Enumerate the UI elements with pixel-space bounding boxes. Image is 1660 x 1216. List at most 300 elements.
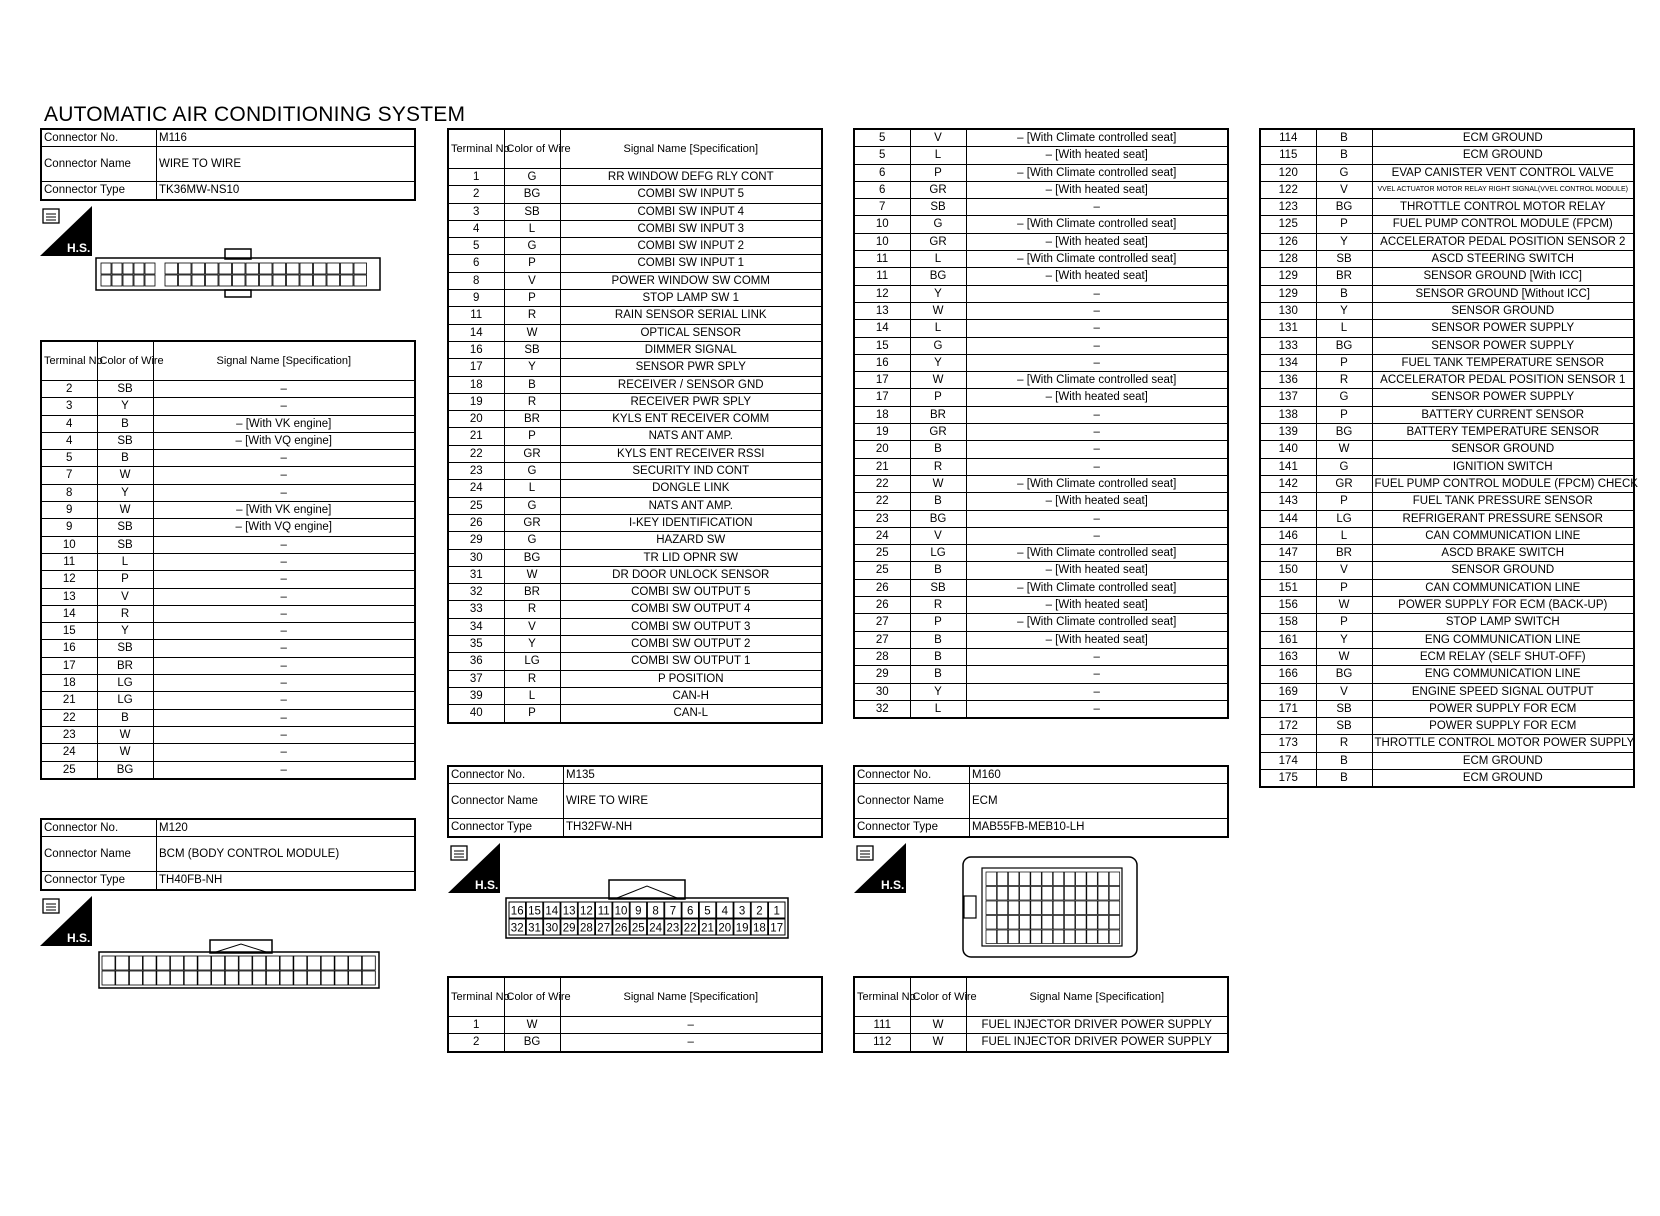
signal-name-cell: – <box>966 510 1228 527</box>
pin-number: 1 <box>773 905 780 918</box>
signal-name-header: Signal Name [Specification] <box>560 129 822 169</box>
wire-color-cell: P <box>910 389 966 406</box>
table-row <box>448 411 822 428</box>
signal-name-cell: – <box>153 450 415 467</box>
table-row <box>854 666 1228 683</box>
connector-info-m120 <box>40 818 416 891</box>
terminal-no-cell: 31 <box>448 566 504 583</box>
signal-name-cell: – [With VQ engine] <box>153 432 415 449</box>
terminal-no-cell: 27 <box>854 614 910 631</box>
terminal-no-cell: 16 <box>854 354 910 371</box>
terminal-no-cell: 25 <box>448 497 504 514</box>
signal-name-cell: COMBI SW INPUT 5 <box>560 186 822 203</box>
terminal-no-cell: 140 <box>1260 441 1316 458</box>
pin-number: 20 <box>718 922 732 935</box>
pin-number: 5 <box>704 905 711 918</box>
wire-color-cell: R <box>1316 372 1372 389</box>
table-row <box>1260 545 1634 562</box>
terminal-no-cell: 25 <box>41 761 97 779</box>
terminal-no-cell: 130 <box>1260 302 1316 319</box>
pin-number: 6 <box>686 905 694 918</box>
connector-name-value: ECM <box>970 784 1229 819</box>
terminal-no-cell: 2 <box>448 186 504 203</box>
wire-color-cell: L <box>504 687 560 704</box>
signal-name-cell: – [With Climate controlled seat] <box>966 579 1228 596</box>
table-row <box>1260 475 1634 492</box>
signal-name-cell: – [With Climate controlled seat] <box>966 372 1228 389</box>
signal-name-cell: P POSITION <box>560 670 822 687</box>
table-row <box>854 320 1228 337</box>
terminal-no-cell: 10 <box>41 536 97 553</box>
terminal-no-cell: 11 <box>41 553 97 570</box>
terminal-no-cell: 17 <box>448 359 504 376</box>
table-row <box>854 216 1228 233</box>
table-row <box>1260 406 1634 423</box>
signal-name-cell: COMBI SW OUTPUT 5 <box>560 584 822 601</box>
pin-number: 19 <box>735 922 749 935</box>
wire-color-cell: SB <box>97 519 153 536</box>
signal-name-cell: SENSOR PWR SPLY <box>560 359 822 376</box>
pin-number: 10 <box>614 905 628 918</box>
table-row <box>448 393 822 410</box>
terminal-no-cell: 18 <box>854 406 910 423</box>
table-row <box>448 220 822 237</box>
signal-name-cell: – <box>153 398 415 415</box>
table-row <box>1260 302 1634 319</box>
table-row <box>1260 268 1634 285</box>
connector-name-label: Connector Name <box>41 837 157 872</box>
signal-name-cell: – [With heated seat] <box>966 493 1228 510</box>
terminal-no-cell: 139 <box>1260 424 1316 441</box>
signal-name-cell: – <box>153 761 415 779</box>
signal-name-cell: – [With heated seat] <box>966 233 1228 250</box>
table-row <box>448 514 822 531</box>
pin-number: 29 <box>562 922 576 935</box>
terminal-no-cell: 22 <box>854 493 910 510</box>
signal-name-cell: ENG COMMUNICATION LINE <box>1372 631 1634 648</box>
wire-color-cell: R <box>97 605 153 622</box>
terminal-no-cell: 10 <box>854 233 910 250</box>
table-row <box>41 398 415 415</box>
pin-number: 8 <box>652 905 659 918</box>
signal-name-cell: DONGLE LINK <box>560 480 822 497</box>
pin-number: 2 <box>756 905 763 918</box>
wire-color-cell: Y <box>910 354 966 371</box>
terminal-no-cell: 22 <box>41 709 97 726</box>
table-row <box>1260 389 1634 406</box>
signal-name-cell: – [With VK engine] <box>153 415 415 432</box>
terminal-no-cell: 15 <box>854 337 910 354</box>
wire-color-cell: G <box>504 169 560 186</box>
signal-name-cell: COMBI SW OUTPUT 4 <box>560 601 822 618</box>
terminal-no-cell: 12 <box>41 571 97 588</box>
terminal-no-cell: 23 <box>41 726 97 743</box>
signal-name-cell: OPTICAL SENSOR <box>560 324 822 341</box>
table-row <box>1260 337 1634 354</box>
signal-name-cell: – <box>153 657 415 674</box>
terminal-no-cell: 150 <box>1260 562 1316 579</box>
terminal-no-cell: 1 <box>448 169 504 186</box>
table-row <box>854 337 1228 354</box>
wire-color-cell: SB <box>97 432 153 449</box>
table-row <box>1260 285 1634 302</box>
table-row <box>1260 510 1634 527</box>
table-row <box>854 597 1228 614</box>
page-title: AUTOMATIC AIR CONDITIONING SYSTEM <box>44 103 466 126</box>
terminal-no-cell: 2 <box>41 381 97 398</box>
terminal-no-cell: 125 <box>1260 216 1316 233</box>
terminal-no-cell: 21 <box>448 428 504 445</box>
wire-color-cell: B <box>910 631 966 648</box>
table-row <box>854 579 1228 596</box>
wire-color-cell: V <box>910 527 966 544</box>
terminal-no-cell: 20 <box>448 411 504 428</box>
wire-color-cell: P <box>504 428 560 445</box>
terminal-no-cell: 5 <box>41 450 97 467</box>
signal-name-cell: POWER SUPPLY FOR ECM (BACK-UP) <box>1372 597 1634 614</box>
terminal-no-cell: 29 <box>448 532 504 549</box>
terminal-no-cell: 11 <box>854 268 910 285</box>
table-row <box>41 484 415 501</box>
wire-color-cell: W <box>910 302 966 319</box>
harness-side-icon <box>854 843 906 893</box>
svg-text:H.S.: H.S. <box>475 878 499 892</box>
table-row <box>41 640 415 657</box>
signal-name-cell: – <box>153 467 415 484</box>
wire-color-cell: G <box>504 532 560 549</box>
connector-no-value: M120 <box>157 819 416 837</box>
wire-color-cell: SB <box>910 579 966 596</box>
signal-name-cell: – <box>966 458 1228 475</box>
signal-name-cell: – <box>966 302 1228 319</box>
signal-name-cell: SENSOR GROUND <box>1372 562 1634 579</box>
terminal-no-cell: 8 <box>448 272 504 289</box>
signal-name-cell: – [With heated seat] <box>966 562 1228 579</box>
table-row <box>1260 181 1634 198</box>
table-row <box>1260 752 1634 769</box>
terminal-no-cell: 24 <box>41 744 97 761</box>
wire-color-cell: G <box>1316 458 1372 475</box>
table-row <box>1260 614 1634 631</box>
wire-color-cell: Y <box>97 484 153 501</box>
signal-name-cell: – <box>966 406 1228 423</box>
signal-name-cell: EVAP CANISTER VENT CONTROL VALVE <box>1372 164 1634 181</box>
wire-color-cell: SB <box>504 341 560 358</box>
table-row <box>448 532 822 549</box>
table-row <box>854 648 1228 665</box>
signal-name-cell: COMBI SW INPUT 1 <box>560 255 822 272</box>
wire-color-cell: BR <box>1316 545 1372 562</box>
wire-color-cell: W <box>910 1017 966 1034</box>
connector-type-value: TK36MW-NS10 <box>157 182 416 200</box>
wire-color-cell: V <box>504 272 560 289</box>
table-row <box>1260 597 1634 614</box>
connector-m116-diagram <box>95 248 381 298</box>
table-row <box>854 614 1228 631</box>
terminal-no-cell: 166 <box>1260 666 1316 683</box>
table-row <box>854 424 1228 441</box>
terminal-no-cell: 9 <box>448 290 504 307</box>
signal-name-cell: – <box>153 692 415 709</box>
signal-name-cell: ECM GROUND <box>1372 769 1634 787</box>
signal-name-cell: RECEIVER / SENSOR GND <box>560 376 822 393</box>
terminal-table-m116 <box>40 340 416 780</box>
signal-name-cell: – [With Climate controlled seat] <box>966 251 1228 268</box>
terminal-no-cell: 122 <box>1260 181 1316 198</box>
wire-color-cell: BG <box>910 268 966 285</box>
terminal-no-cell: 14 <box>41 605 97 622</box>
terminal-no-cell: 5 <box>448 238 504 255</box>
signal-name-cell: – <box>153 571 415 588</box>
terminal-no-cell: 19 <box>448 393 504 410</box>
terminal-no-cell: 29 <box>854 666 910 683</box>
table-row <box>41 588 415 605</box>
table-row <box>854 458 1228 475</box>
wire-color-cell: BG <box>1316 424 1372 441</box>
terminal-no-cell: 143 <box>1260 493 1316 510</box>
wire-color-cell: BG <box>97 761 153 779</box>
signal-name-cell: POWER SUPPLY FOR ECM <box>1372 700 1634 717</box>
signal-name-cell: CAN COMMUNICATION LINE <box>1372 579 1634 596</box>
terminal-no-cell: 21 <box>854 458 910 475</box>
terminal-no-cell: 17 <box>854 389 910 406</box>
wire-color-cell: SB <box>1316 251 1372 268</box>
table-row <box>41 744 415 761</box>
terminal-no-cell: 120 <box>1260 164 1316 181</box>
connector-info-m116 <box>40 128 416 201</box>
table-row <box>1260 251 1634 268</box>
wire-color-cell: W <box>910 475 966 492</box>
signal-name-cell: FUEL PUMP CONTROL MODULE (FPCM) <box>1372 216 1634 233</box>
wire-color-cell: BG <box>504 186 560 203</box>
pin-number: 13 <box>562 905 576 918</box>
signal-name-cell: – [With heated seat] <box>966 268 1228 285</box>
signal-name-cell: – <box>153 588 415 605</box>
table-row <box>854 302 1228 319</box>
table-row <box>854 285 1228 302</box>
wire-color-cell: B <box>1316 769 1372 787</box>
signal-name-cell: ENGINE SPEED SIGNAL OUTPUT <box>1372 683 1634 700</box>
wire-color-cell: R <box>504 307 560 324</box>
signal-name-cell: – [With Climate controlled seat] <box>966 129 1228 147</box>
table-row <box>448 549 822 566</box>
terminal-no-cell: 13 <box>854 302 910 319</box>
signal-name-cell: DIMMER SIGNAL <box>560 341 822 358</box>
wire-color-cell: P <box>504 705 560 723</box>
terminal-no-cell: 25 <box>854 562 910 579</box>
svg-text:H.S.: H.S. <box>67 241 91 255</box>
connector-name-label: Connector Name <box>854 784 970 819</box>
wire-color-cell: GR <box>504 445 560 462</box>
table-row <box>1260 372 1634 389</box>
wire-color-cell: L <box>97 553 153 570</box>
table-row <box>1260 216 1634 233</box>
signal-name-cell: – [With Climate controlled seat] <box>966 475 1228 492</box>
signal-name-cell: – [With heated seat] <box>966 389 1228 406</box>
wire-color-cell: P <box>1316 354 1372 371</box>
signal-name-cell: – [With Climate controlled seat] <box>966 164 1228 181</box>
table-row <box>448 670 822 687</box>
terminal-no-cell: 15 <box>41 623 97 640</box>
wire-color-cell: L <box>910 700 966 718</box>
wire-color-cell: R <box>910 458 966 475</box>
table-row <box>1260 320 1634 337</box>
table-row <box>448 445 822 462</box>
terminal-no-cell: 128 <box>1260 251 1316 268</box>
table-row <box>448 307 822 324</box>
connector-no-value: M160 <box>970 766 1229 784</box>
wire-color-cell: SB <box>1316 700 1372 717</box>
wire-color-cell: G <box>910 216 966 233</box>
table-row <box>854 631 1228 648</box>
wire-color-cell: L <box>1316 320 1372 337</box>
wire-color-cell: GR <box>504 514 560 531</box>
terminal-no-cell: 4 <box>41 432 97 449</box>
wire-color-cell: G <box>504 238 560 255</box>
wire-color-cell: G <box>504 497 560 514</box>
wire-color-cell: W <box>97 726 153 743</box>
table-row <box>41 623 415 640</box>
signal-name-cell: ECM GROUND <box>1372 129 1634 147</box>
signal-name-cell: THROTTLE CONTROL MOTOR RELAY <box>1372 199 1634 216</box>
signal-name-cell: SENSOR POWER SUPPLY <box>1372 320 1634 337</box>
table-row <box>41 450 415 467</box>
terminal-no-header: Terminal No. <box>854 977 910 1017</box>
signal-name-cell: – <box>966 648 1228 665</box>
wire-color-cell: BR <box>910 406 966 423</box>
wire-color-cell: V <box>97 588 153 605</box>
connector-type-value: MAB55FB-MEB10-LH <box>970 819 1229 837</box>
wire-color-cell: W <box>910 1034 966 1052</box>
pin-number: 28 <box>580 922 593 935</box>
signal-name-cell: FUEL INJECTOR DRIVER POWER SUPPLY <box>966 1017 1228 1034</box>
table-row <box>41 726 415 743</box>
terminal-no-cell: 22 <box>448 445 504 462</box>
wire-color-cell: Y <box>1316 233 1372 250</box>
terminal-no-cell: 35 <box>448 636 504 653</box>
pin-number: 24 <box>649 922 662 935</box>
svg-text:H.S.: H.S. <box>881 878 905 892</box>
signal-name-cell: COMBI SW OUTPUT 1 <box>560 653 822 670</box>
wire-color-cell: R <box>910 597 966 614</box>
signal-name-cell: IGNITION SWITCH <box>1372 458 1634 475</box>
signal-name-cell: NATS ANT AMP. <box>560 428 822 445</box>
terminal-no-cell: 169 <box>1260 683 1316 700</box>
signal-name-cell: FUEL PUMP CONTROL MODULE (FPCM) CHECK <box>1372 475 1634 492</box>
wire-color-cell: BG <box>910 510 966 527</box>
wire-color-cell: P <box>1316 493 1372 510</box>
wire-color-cell: P <box>1316 216 1372 233</box>
connector-name-value: WIRE TO WIRE <box>157 147 416 182</box>
table-row <box>41 761 415 779</box>
table-row <box>41 415 415 432</box>
signal-name-cell: BATTERY CURRENT SENSOR <box>1372 406 1634 423</box>
table-row <box>854 147 1228 164</box>
pin-number: 15 <box>528 905 541 918</box>
table-row <box>41 675 415 692</box>
table-row <box>448 1017 822 1034</box>
terminal-no-cell: 138 <box>1260 406 1316 423</box>
wire-color-cell: Y <box>910 285 966 302</box>
signal-name-cell: NATS ANT AMP. <box>560 497 822 514</box>
wire-color-cell: B <box>97 709 153 726</box>
terminal-no-cell: 174 <box>1260 752 1316 769</box>
terminal-no-cell: 131 <box>1260 320 1316 337</box>
table-row <box>1260 683 1634 700</box>
connector-name-label: Connector Name <box>41 147 157 182</box>
wire-color-cell: BG <box>504 1034 560 1052</box>
pin-number: 9 <box>635 905 642 918</box>
terminal-no-cell: 36 <box>448 653 504 670</box>
harness-side-icon <box>40 206 92 256</box>
table-row <box>448 653 822 670</box>
table-row <box>448 255 822 272</box>
signal-name-cell: – [With heated seat] <box>966 147 1228 164</box>
table-row <box>854 510 1228 527</box>
wire-color-cell: W <box>910 372 966 389</box>
signal-name-cell: SENSOR GROUND <box>1372 302 1634 319</box>
terminal-no-cell: 20 <box>854 441 910 458</box>
table-row <box>1260 666 1634 683</box>
table-row <box>1260 493 1634 510</box>
wire-color-cell: Y <box>1316 631 1372 648</box>
terminal-no-cell: 17 <box>41 657 97 674</box>
signal-name-cell: ASCD BRAKE SWITCH <box>1372 545 1634 562</box>
signal-name-cell: – <box>966 683 1228 700</box>
wire-color-cell: B <box>910 648 966 665</box>
color-of-wire-header: Color of Wire <box>504 129 560 169</box>
wire-color-cell: G <box>504 463 560 480</box>
terminal-no-cell: 12 <box>854 285 910 302</box>
wire-color-cell: V <box>1316 562 1372 579</box>
color-of-wire-header: Color of Wire <box>97 341 153 381</box>
wire-color-cell: L <box>504 480 560 497</box>
terminal-no-cell: 34 <box>448 618 504 635</box>
terminal-no-cell: 151 <box>1260 579 1316 596</box>
signal-name-cell: FUEL INJECTOR DRIVER POWER SUPPLY <box>966 1034 1228 1052</box>
signal-name-cell: – <box>153 381 415 398</box>
signal-name-cell: – <box>966 320 1228 337</box>
wire-color-cell: BG <box>1316 199 1372 216</box>
terminal-table-m160-b <box>1259 128 1638 788</box>
table-row <box>854 389 1228 406</box>
terminal-no-cell: 129 <box>1260 285 1316 302</box>
table-row <box>1260 700 1634 717</box>
signal-name-cell: COMBI SW INPUT 4 <box>560 203 822 220</box>
table-row <box>41 709 415 726</box>
pin-number: 14 <box>545 905 559 918</box>
wire-color-cell: W <box>1316 441 1372 458</box>
signal-name-cell: ENG COMMUNICATION LINE <box>1372 666 1634 683</box>
pin-number: 32 <box>510 922 524 935</box>
table-row <box>854 527 1228 544</box>
table-row <box>448 497 822 514</box>
wire-color-cell: B <box>1316 147 1372 164</box>
terminal-no-cell: 5 <box>854 129 910 147</box>
table-row <box>854 1034 1228 1052</box>
table-row <box>448 601 822 618</box>
terminal-no-cell: 39 <box>448 687 504 704</box>
terminal-no-cell: 156 <box>1260 597 1316 614</box>
terminal-no-cell: 114 <box>1260 129 1316 147</box>
connector-no-value: M116 <box>157 129 416 147</box>
table-row <box>1260 199 1634 216</box>
table-row <box>854 493 1228 510</box>
wire-color-cell: GR <box>1316 475 1372 492</box>
pin-number: 16 <box>510 905 524 918</box>
wire-color-cell: Y <box>504 359 560 376</box>
signal-name-cell: SENSOR GROUND [With ICC] <box>1372 268 1634 285</box>
